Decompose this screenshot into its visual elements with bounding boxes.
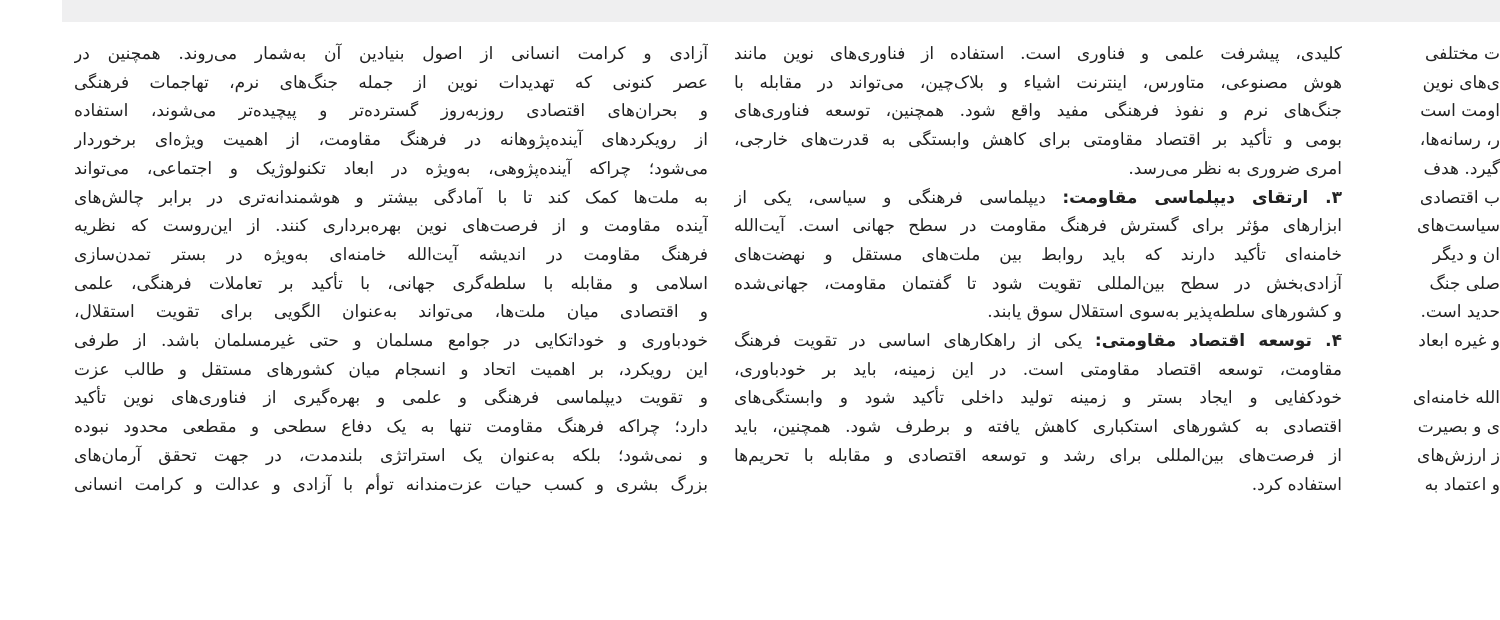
section-4-line: از فرصت‌های بین‌المللی برای رشد و توسعه اقتصادی و مقابله با تحریم‌ها [734, 445, 1342, 466]
section-4-line: یکی از راهکارهای اساسی در تقویت فرهنگ [734, 331, 1095, 352]
text-line: کلیدی، پیشرفت علمی و فناوری است. استفاده از فناوری‌های نوین مانند [734, 44, 1342, 64]
text-line: و بحران‌های اقتصادی روزبه‌روز گسترده‌تر و پیچیده‌تر می‌شوند، استفاده [74, 101, 708, 122]
text-line: ز ارزش‌های [1417, 445, 1500, 466]
text-line: بزرگ بشری و کسب حیات عزت‌مندانه توأم با آزادی و عدالت و کرامت انسانی [74, 474, 708, 495]
middle-intro [734, 40, 1342, 184]
text-line: هوش مصنوعی، متاورس، اینترنت اشیاء و بلاک‌چین، می‌تواند در مقابله با [734, 72, 1342, 93]
text-line: و تقویت دیپلماسی فرهنگی و علمی و بهره‌گیری از فناوری‌های نوین تأکید [74, 388, 708, 409]
text-line: و غیره ابعاد [1418, 331, 1500, 352]
section-4 [734, 327, 1342, 499]
text-line: و اقتصادی میان ملت‌ها، می‌تواند به‌عنوان الگویی برای تقویت استقلال، [74, 302, 708, 323]
text-line: حدید است. [1420, 302, 1500, 323]
text-line: به ملت‌ها کمک کند تا با آمادگی بیشتر و هوشمندانه‌تری در برابر چالش‌های [74, 187, 708, 208]
text-line: می‌شود؛ چراکه آینده‌پژوهی، به‌ویژه در ابعاد تکنولوژیک و اجتماعی، می‌تواند [74, 158, 708, 179]
section-3-heading: ۳. ارتقای دیپلماسی مقاومت: [1062, 187, 1342, 208]
section-4-line: مقاومت، توسعه اقتصاد مقاومتی است. در این زمینه، باید بر خودباوری، [734, 359, 1342, 380]
text-line: ی و بصیرت [1417, 417, 1500, 438]
text-line: آینده مقاومت و از فرصت‌های نوین بهره‌برداری کنند. از این‌روست که نظریه [74, 216, 708, 237]
text-line: خودباوری و خوداتکایی در جوامع مسلمان و حتی غیرمسلمان باشد. از طرفی [74, 331, 708, 352]
top-bar [62, 0, 1500, 22]
section-4-line: استفاده کرد. [1251, 474, 1342, 495]
text-line: جنگ‌های نرم و نفوذ فرهنگی مفید واقع شود. همچنین، توسعه فناوری‌های [734, 101, 1342, 122]
text-line: این رویکرد، بر اهمیت اتحاد و انسجام میان کشورهای مستقل و طالب عزت [74, 359, 708, 380]
column-middle [734, 40, 1342, 620]
text-line: گیرد. هدف [1423, 158, 1500, 179]
text-line: و اعتماد به [1424, 474, 1500, 495]
section-3-first-line [734, 184, 1342, 213]
text-line: ر، رسانه‌ها، [1419, 130, 1500, 151]
text-line: امری ضروری به نظر می‌رسد. [1128, 158, 1342, 179]
text-line: عصر کنونی که تهدیدات نوین از جمله جنگ‌های نرم، تهاجمات فرهنگی [74, 72, 708, 93]
column-left [74, 40, 708, 620]
text-line [1374, 356, 1500, 385]
section-3 [734, 184, 1342, 328]
text-line: ب اقتصادی [1419, 187, 1500, 208]
section-3-line: ابزارهای مؤثر برای گسترش فرهنگ مقاومت در سطح جهانی است. آیت‌الله [734, 216, 1342, 237]
text-line: ی‌های نوین [1422, 72, 1500, 93]
column-right [1374, 40, 1500, 620]
section-4-line: خودکفایی و ایجاد بستر و زمینه تولید داخلی تأکید شود و وابستگی‌های [734, 388, 1342, 409]
text-line: آزادی و کرامت انسانی از اصول بنیادین آن به‌شمار می‌روند. همچنین در [74, 44, 708, 64]
text-line: و نمی‌شود؛ بلکه به‌عنوان یک استراتژی بلندمدت، در جهت تحقق آرمان‌های [74, 445, 708, 466]
section-3-line: دیپلماسی فرهنگی و سیاسی، یکی از [734, 187, 1063, 208]
text-line: ان و دیگر [1432, 244, 1500, 265]
section-4-heading: ۴. توسعه اقتصاد مقاومتی: [1094, 331, 1342, 352]
text-line: اومت است [1420, 101, 1500, 122]
text-line: صلی جنگ [1429, 273, 1500, 294]
text-line: اسلامی و مقابله با سلطه‌گری جهانی، با تأکید بر تعاملات فرهنگی، علمی [74, 273, 708, 294]
text-line: دارد؛ چراکه فرهنگ مقاومت تنها به یک دفاع سطحی و مقطعی محدود نبوده [74, 417, 708, 438]
section-3-line: آزادی‌بخش در سطح بین‌المللی تقویت شود تا گفتمان مقاومت، جهانی‌شده [734, 273, 1342, 294]
section-4-first-line [734, 327, 1342, 356]
section-4-line: اقتصادی به کشورهای استکباری کاهش یافته و برطرف شود. همچنین، باید [734, 417, 1342, 438]
text-line: از رویکردهای آینده‌پژوهانه در فرهنگ مقاومت، از اهمیت ویژه‌ای برخوردار [74, 130, 708, 151]
text-line: فرهنگ مقاومت در اندیشه آیت‌الله خامنه‌ای به‌ویژه در بستر تمدن‌سازی [74, 244, 708, 265]
section-3-line: خامنه‌ای تأکید دارند که باید روابط بین ملت‌های مستقل و نهضت‌های [734, 244, 1342, 265]
text-line: سیاست‌های [1417, 216, 1500, 237]
text-line: الله خامنه‌ای [1412, 388, 1500, 409]
section-3-line: و کشورهای سلطه‌پذیر به‌سوی استقلال سوق یابند. [987, 302, 1342, 323]
text-line: بومی و تأکید بر اقتصاد مقاومتی برای کاهش وابستگی به قدرت‌های خارجی، [734, 130, 1342, 151]
text-line: ت مختلفی [1424, 44, 1500, 64]
